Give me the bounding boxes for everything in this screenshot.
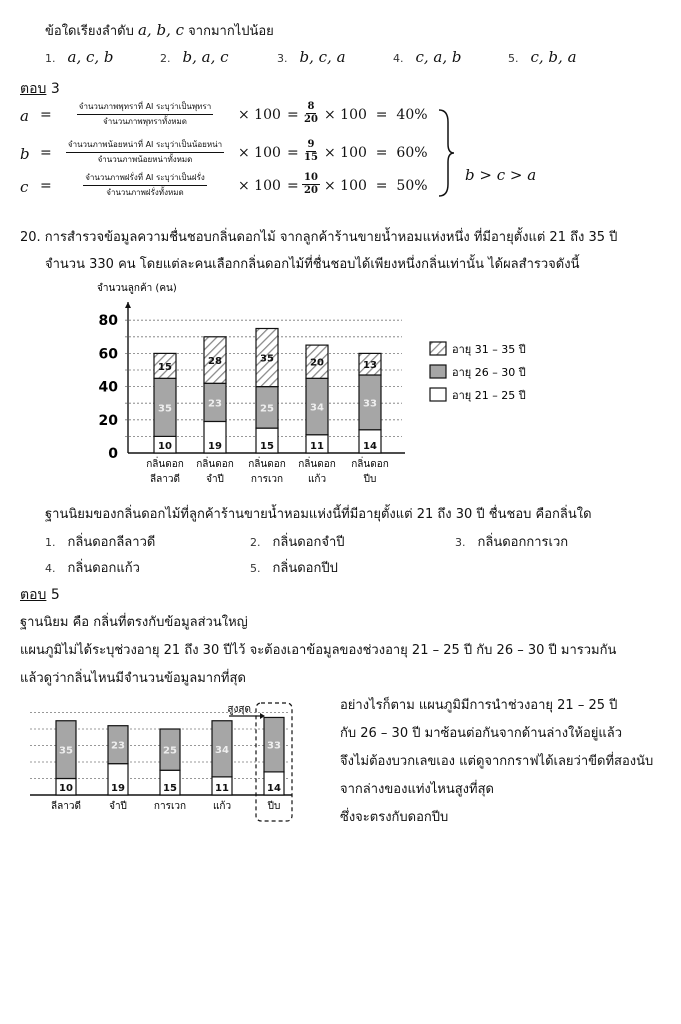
legend-swatch bbox=[430, 388, 446, 401]
explain2-line: ซึ่งจะตรงกับดอกปีบ bbox=[340, 810, 449, 825]
bar-value-label: 33 bbox=[363, 398, 377, 410]
option-text: กลิ่นดอกปีป bbox=[272, 561, 338, 576]
axis-arrow-icon bbox=[125, 302, 131, 308]
fraction-denominator: 15 bbox=[304, 152, 318, 163]
q19-option bbox=[45, 48, 114, 66]
legend-label: อายุ 26 – 30 ปี bbox=[452, 366, 526, 379]
q20-option bbox=[250, 531, 345, 552]
number-fraction bbox=[300, 101, 322, 125]
x-tick-label: แก้ว bbox=[212, 801, 232, 812]
fraction-numerator: 9 bbox=[307, 139, 315, 150]
option-number: 4. bbox=[393, 52, 404, 65]
bar-value-label: 13 bbox=[363, 360, 377, 372]
equals-sign: = bbox=[287, 107, 299, 123]
x-tick-label: กลิ่นดอก bbox=[351, 459, 389, 470]
times-100: × 100 bbox=[238, 145, 281, 161]
explain2-line: จากล่างของแท่งไหนสูงที่สุด bbox=[340, 782, 494, 797]
x-tick-label: กลิ่นดอก bbox=[298, 459, 336, 470]
option-text: b, a, c bbox=[182, 48, 229, 66]
times-100: × 100 bbox=[238, 107, 281, 123]
option-text: c, b, a bbox=[530, 48, 577, 66]
equation-var: a bbox=[20, 107, 29, 125]
equation-result: × 100 = 40% bbox=[324, 107, 428, 123]
y-tick-label: 60 bbox=[98, 346, 118, 363]
x-tick-label: ปีบ bbox=[267, 801, 281, 812]
option-number: 2. bbox=[160, 52, 171, 65]
bar-value-label: 10 bbox=[158, 441, 172, 452]
y-tick-label: 20 bbox=[98, 412, 118, 429]
option-text: a, c, b bbox=[67, 48, 114, 66]
equation-result: × 100 = 60% bbox=[324, 145, 428, 161]
equals-sign: = bbox=[40, 145, 52, 161]
option-number: 5. bbox=[250, 562, 261, 575]
answer-value: 5 bbox=[50, 587, 60, 603]
option-text: b, c, a bbox=[299, 48, 346, 66]
y-axis-label: จำนวนลูกค้า (คน) bbox=[97, 283, 177, 294]
fraction-denominator: 20 bbox=[304, 185, 318, 196]
q19-answer bbox=[20, 78, 60, 100]
x-tick-label: จำปี bbox=[206, 474, 224, 485]
bar-value-label: 14 bbox=[363, 441, 377, 452]
bar-value-label: 11 bbox=[310, 441, 324, 452]
equation-var: c bbox=[20, 178, 29, 196]
word-fraction bbox=[55, 138, 235, 166]
x-tick-label: กลิ่นดอก bbox=[146, 459, 184, 470]
bar-value-label: 34 bbox=[310, 402, 324, 414]
highlight-label: สูงสุด bbox=[227, 704, 251, 715]
x-tick-label: การเวก bbox=[153, 801, 187, 812]
bar-value-label: 23 bbox=[208, 398, 222, 410]
fraction-numerator: จำนวนภาพพุทราที่ AI ระบุว่าเป็นพุทรา bbox=[77, 100, 213, 115]
q20-option bbox=[250, 557, 338, 578]
stacked-bar-chart bbox=[80, 278, 560, 493]
equals-sign: = bbox=[40, 178, 52, 194]
answer-value: 3 bbox=[50, 81, 60, 97]
explain2-line: อย่างไรก็ตาม แผนภูมิมีการนำช่วงอายุ 21 – 25 ปี bbox=[340, 698, 618, 713]
option-text: กลิ่นดอกแก้ว bbox=[67, 561, 140, 576]
x-tick-label: กลิ่นดอก bbox=[196, 459, 234, 470]
x-tick-label: ลีลาวดี bbox=[150, 474, 180, 485]
y-tick-label: 80 bbox=[98, 313, 118, 330]
bar-value-label: 11 bbox=[215, 783, 229, 794]
bar-value-label: 20 bbox=[310, 357, 324, 369]
option-number: 2. bbox=[250, 536, 261, 549]
bar-value-label: 14 bbox=[267, 783, 281, 794]
explain2-line: กับ 26 – 30 ปี มาซ้อนต่อกันจากด้านล่างให้อยู่แล้ว bbox=[340, 726, 623, 741]
conclusion: b > c > a bbox=[465, 166, 537, 184]
bar-value-label: 10 bbox=[59, 783, 73, 794]
option-text: กลิ่นดอกการเวก bbox=[477, 535, 569, 550]
equation-var: b bbox=[20, 145, 30, 163]
q19-option bbox=[508, 48, 577, 66]
q20-answer bbox=[20, 584, 60, 606]
legend-label: อายุ 21 – 25 ปี bbox=[452, 389, 526, 402]
fraction-denominator: จำนวนภาพน้อยหน่าทั้งหมด bbox=[97, 155, 193, 164]
bar-value-label: 23 bbox=[111, 740, 125, 752]
answer-label: ตอบ bbox=[20, 81, 47, 97]
option-text: c, a, b bbox=[415, 48, 462, 66]
highlight-bar-chart bbox=[20, 695, 310, 825]
option-number: 5. bbox=[508, 52, 519, 65]
bar-value-label: 35 bbox=[59, 745, 73, 757]
equals-sign: = bbox=[287, 145, 299, 161]
x-tick-label: ปีบ bbox=[363, 474, 377, 485]
bar-value-label: 15 bbox=[163, 783, 177, 794]
q20-question: ฐานนิยมของกลิ่นดอกไม้ที่ลูกค้าร้านขายน้ำหอมแห่งนี้ที่มีอายุตั้งแต่ 21 ถึง 30 ปี ชื่นชอบ คือกลิ่นใด bbox=[45, 507, 592, 522]
x-tick-label: กลิ่นดอก bbox=[248, 459, 286, 470]
option-text: กลิ่นดอกจำปี bbox=[272, 535, 345, 550]
q20-option bbox=[455, 531, 568, 552]
bar-value-label: 19 bbox=[208, 441, 222, 452]
fraction-numerator: 8 bbox=[307, 101, 315, 112]
prompt-text: ข้อใดเรียงลำดับ bbox=[45, 24, 134, 39]
fraction-numerator: จำนวนภาพฝรั่งที่ AI ระบุว่าเป็นฝรั่ง bbox=[83, 171, 207, 186]
legend-label: อายุ 31 – 35 ปี bbox=[452, 343, 526, 356]
bar-value-label: 35 bbox=[158, 403, 172, 415]
q19-prompt bbox=[45, 20, 274, 41]
equals-sign: = bbox=[40, 107, 52, 123]
q20-option bbox=[45, 531, 155, 552]
legend-swatch bbox=[430, 342, 446, 355]
explain-line: แผนภูมิไม่ได้ระบุช่วงอายุ 21 ถึง 30 ปีไว้ จะต้องเอาข้อมูลของช่วงอายุ 21 – 25 ปี กับ 26 – 30 ปี มารวมกัน bbox=[20, 643, 617, 658]
bar-value-label: 25 bbox=[260, 403, 274, 415]
x-tick-label: ลีลาวดี bbox=[51, 801, 81, 812]
bar-value-label: 34 bbox=[215, 744, 229, 756]
brace-icon bbox=[436, 108, 456, 198]
number-fraction bbox=[300, 172, 322, 196]
explain-line: ฐานนิยม คือ กลิ่นที่ตรงกับข้อมูลส่วนใหญ่ bbox=[20, 615, 248, 630]
x-tick-label: แก้ว bbox=[307, 474, 327, 485]
option-number: 3. bbox=[455, 536, 466, 549]
y-tick-label: 0 bbox=[108, 446, 118, 462]
fraction-denominator: จำนวนภาพฝรั่งทั้งหมด bbox=[106, 188, 184, 197]
fraction-denominator: 20 bbox=[304, 114, 318, 125]
prompt-end: จากมากไปน้อย bbox=[188, 24, 274, 39]
prompt-vars: a, b, c bbox=[137, 21, 185, 39]
q20-line2: จำนวน 330 คน โดยแต่ละคนเลือกกลิ่นดอกไม้ที่ชื่นชอบได้เพียงหนึ่งกลิ่นเท่านั้น ได้ผลสำรวจดังนี้ bbox=[45, 257, 580, 272]
bar-value-label: 15 bbox=[260, 441, 274, 452]
q20-line1: 20. การสำรวจข้อมูลความชื่นชอบกลิ่นดอกไม้ จากลูกค้าร้านขายน้ำหอมแห่งหนึ่ง ที่มีอายุตั้งแต่ 21 ถึง 35 ปี bbox=[20, 230, 618, 245]
explain-line: แล้วดูว่ากลิ่นไหนมีจำนวนข้อมูลมากที่สุด bbox=[20, 671, 246, 686]
fraction-denominator: จำนวนภาพพุทราทั้งหมด bbox=[103, 117, 187, 126]
option-number: 4. bbox=[45, 562, 56, 575]
times-100: × 100 bbox=[238, 178, 281, 194]
x-tick-label: การเวก bbox=[250, 474, 284, 485]
bar-value-label: 19 bbox=[111, 783, 125, 794]
equation-result: × 100 = 50% bbox=[324, 178, 428, 194]
q19-option bbox=[393, 48, 462, 66]
q20-option bbox=[45, 557, 140, 578]
word-fraction bbox=[55, 171, 235, 199]
fraction-numerator: จำนวนภาพน้อยหน่าที่ AI ระบุว่าเป็นน้อยหน่า bbox=[66, 138, 224, 153]
option-number: 1. bbox=[45, 536, 56, 549]
bar-value-label: 28 bbox=[208, 356, 222, 368]
answer-label: ตอบ bbox=[20, 587, 47, 603]
explain2-line: จึงไม่ต้องบวกเลขเอง แต่ดูจากกราฟได้เลยว่าขีดที่สองนับ bbox=[340, 754, 654, 769]
option-number: 1. bbox=[45, 52, 56, 65]
x-tick-label: จำปี bbox=[109, 801, 127, 812]
bar-value-label: 25 bbox=[163, 745, 177, 757]
legend-swatch bbox=[430, 365, 446, 378]
bar-value-label: 15 bbox=[158, 361, 172, 373]
q19-option bbox=[277, 48, 346, 66]
word-fraction bbox=[55, 100, 235, 128]
fraction-numerator: 10 bbox=[304, 172, 318, 183]
bar-value-label: 35 bbox=[260, 353, 274, 365]
option-number: 3. bbox=[277, 52, 288, 65]
number-fraction bbox=[300, 139, 322, 163]
option-text: กลิ่นดอกลีลาวดี bbox=[67, 535, 156, 550]
y-tick-label: 40 bbox=[98, 379, 118, 396]
q19-option bbox=[160, 48, 229, 66]
equals-sign: = bbox=[287, 178, 299, 194]
bar-value-label: 33 bbox=[267, 740, 281, 752]
